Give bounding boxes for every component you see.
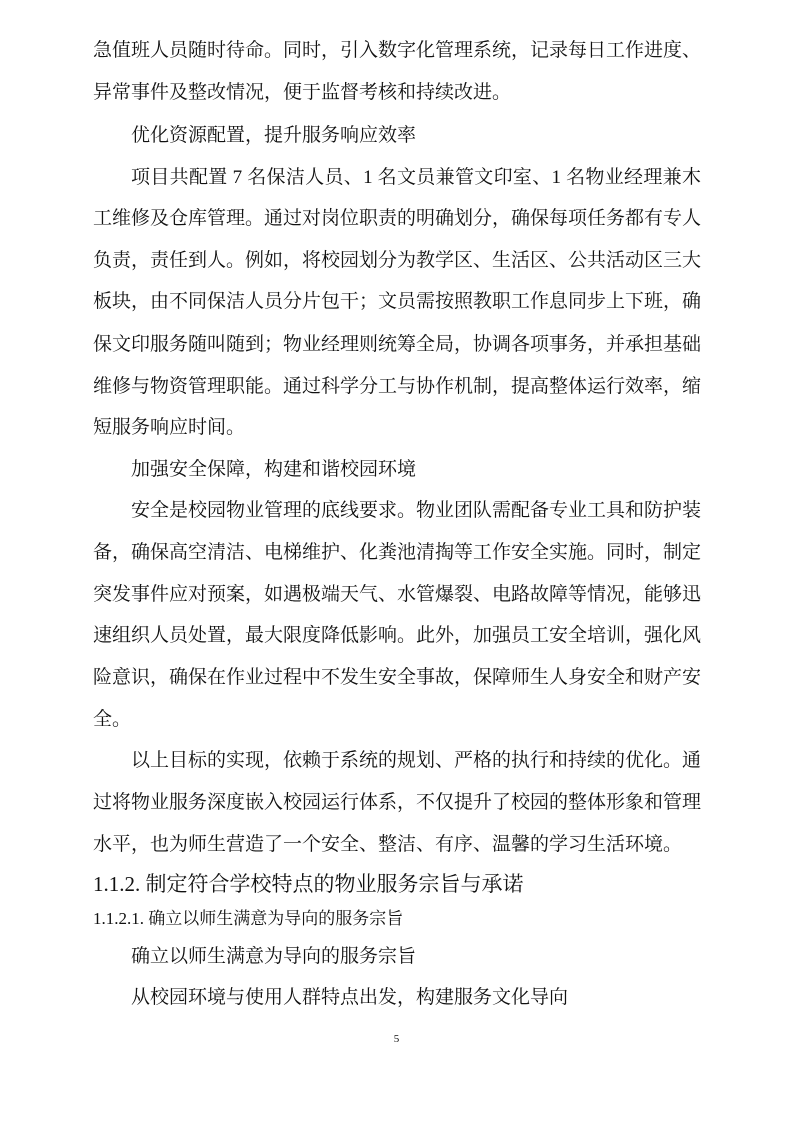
- body-line: 负责，责任到人。例如，将校园划分为教学区、生活区、公共活动区三大: [93, 250, 702, 271]
- body-line: 工维修及仓库管理。通过对岗位职责的明确划分，确保每项任务都有专人: [93, 208, 702, 229]
- subsection-heading: 1.1.2.1. 确立以师生满意为导向的服务宗旨: [93, 909, 404, 928]
- body-line: 安全是校园物业管理的底线要求。物业团队需配备专业工具和防护装: [131, 500, 702, 521]
- subheading: 从校园环境与使用人群特点出发，构建服务文化导向: [131, 987, 569, 1008]
- body-line: 突发事件应对预案，如遇极端天气、水管爆裂、电路故障等情况，能够迅: [93, 584, 702, 605]
- body-line: 速组织人员处置，最大限度降低影响。此外，加强员工安全培训，强化风: [93, 625, 702, 646]
- body-line: 险意识，确保在作业过程中不发生安全事故，保障师生人身安全和财产安: [93, 667, 702, 688]
- body-line: 保文印服务随叫随到；物业经理则统筹全局，协调各项事务，并承担基础: [93, 334, 702, 355]
- body-line: 水平，也为师生营造了一个安全、整洁、有序、温馨的学习生活环境。: [93, 834, 683, 855]
- subheading: 优化资源配置，提升服务响应效率: [131, 125, 417, 146]
- body-line: 短服务响应时间。: [93, 417, 246, 438]
- body-line: 以上目标的实现，依赖于系统的规划、严格的执行和持续的优化。通: [131, 750, 702, 771]
- body-line: 维修与物资管理职能。通过科学分工与协作机制，提高整体运行效率，缩: [93, 376, 702, 397]
- body-line: 过将物业服务深度嵌入校园运行体系，不仅提升了校园的整体形象和管理: [93, 792, 702, 813]
- body-line: 项目共配置 7 名保洁人员、1 名文员兼管文印室、1 名物业经理兼木: [131, 167, 701, 188]
- section-heading: 1.1.2. 制定符合学校特点的物业服务宗旨与承诺: [93, 872, 524, 896]
- page-number: 5: [393, 1033, 400, 1045]
- body-line: 异常事件及整改情况，便于监督考核和持续改进。: [93, 82, 512, 103]
- subheading: 加强安全保障，构建和谐校园环境: [131, 459, 417, 480]
- body-line: 板块，由不同保洁人员分片包干；文员需按照教职工作息同步上下班，确: [93, 291, 702, 312]
- body-line: 备，确保高空清洁、电梯维护、化粪池清掏等工作安全实施。同时，制定: [93, 542, 702, 563]
- body-line: 急值班人员随时待命。同时，引入数字化管理系统，记录每日工作进度、: [93, 40, 702, 61]
- body-line: 全。: [93, 709, 132, 730]
- subheading: 确立以师生满意为导向的服务宗旨: [131, 946, 417, 967]
